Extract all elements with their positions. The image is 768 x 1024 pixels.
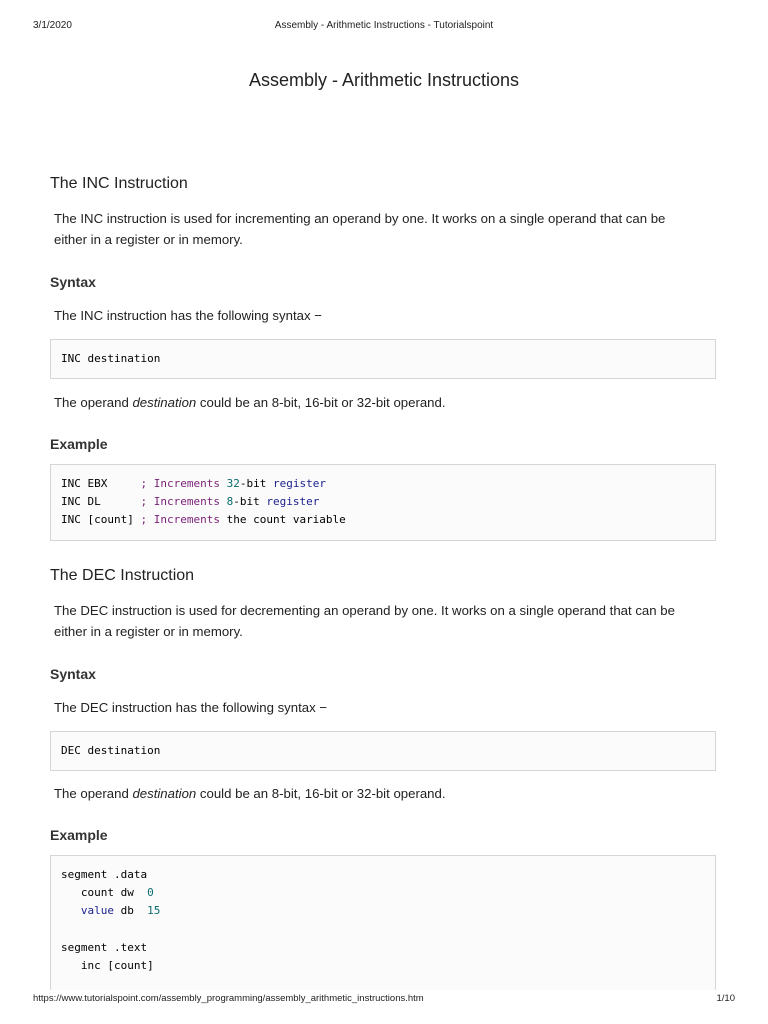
dec-syntax-heading: Syntax — [50, 666, 96, 682]
code-line — [61, 957, 705, 975]
code-instr: INC DL — [61, 495, 141, 509]
operand-emphasis: destination — [132, 786, 197, 801]
code-line — [61, 493, 705, 511]
operand-prefix: The operand — [54, 786, 133, 801]
code-text: INC destination — [61, 352, 161, 365]
page-title: Assembly - Arithmetic Instructions — [248, 70, 520, 90]
code-comment-tail: register — [266, 495, 320, 509]
code-line — [61, 884, 705, 902]
dec-example-code-block — [50, 855, 716, 990]
code-comment-word: Increments — [153, 477, 220, 490]
code-space — [220, 495, 227, 508]
dec-description-line-1: The DEC instruction is used for decrementing an operand by one. It works on a single operand that can be — [54, 603, 675, 618]
code-line — [61, 921, 705, 939]
inc-description-line-2: either in a register or in memory. — [54, 232, 243, 247]
inc-example-heading: Example — [50, 436, 108, 452]
code-comment-word: Increments — [153, 513, 220, 527]
code-comment-mark: ; — [140, 477, 154, 490]
print-date: 3/1/2020 — [33, 20, 72, 31]
dec-syntax-code-block — [50, 731, 716, 771]
code-indent — [61, 886, 81, 899]
code-comment-mid: the count variable — [226, 513, 346, 527]
code-keyword: value — [80, 904, 114, 918]
code-text: segment .text — [61, 940, 148, 954]
operand-suffix: could be an 8-bit, 16-bit or 32-bit operand. — [196, 786, 446, 801]
inc-operand-note — [54, 392, 718, 413]
code-comment-tail: register — [272, 477, 326, 490]
inc-syntax-intro: The INC instruction has the following syntax − — [54, 308, 322, 323]
operand-prefix: The operand — [54, 395, 133, 410]
print-footer — [0, 993, 768, 1023]
operand-suffix: could be an 8-bit, 16-bit or 32-bit operand. — [196, 395, 446, 410]
dec-operand-note — [54, 783, 718, 804]
code-comment-mid: -bit — [233, 495, 267, 509]
code-indent — [61, 904, 81, 917]
code-line — [61, 742, 705, 760]
inc-description-line-1: The INC instruction is used for incrementing an operand by one. It works on a single operand that can be — [54, 211, 666, 226]
dec-description-line-2: either in a register or in memory. — [54, 624, 243, 639]
code-line — [61, 475, 705, 493]
code-text: segment .data — [61, 868, 148, 881]
code-line — [61, 939, 705, 957]
code-comment-mid: -bit — [239, 477, 273, 490]
dec-heading: The DEC Instruction — [50, 567, 195, 584]
inc-heading: The INC Instruction — [50, 175, 188, 192]
page-url[interactable]: https://www.tutorialspoint.com/assembly_programming/assembly_arithmetic_instructions.htm — [33, 993, 424, 1004]
code-comment-mark: ; — [140, 513, 154, 527]
code-comment-mark: ; — [140, 495, 154, 509]
inc-syntax-code-block — [50, 339, 716, 379]
code-number: 0 — [147, 886, 154, 900]
inc-example-code-block — [50, 464, 716, 541]
code-instr: INC EBX — [61, 477, 141, 490]
print-header — [0, 0, 768, 40]
code-space — [220, 477, 227, 490]
code-text: inc [count] — [61, 958, 154, 972]
page-counter: 1/10 — [716, 993, 735, 1004]
operand-emphasis: destination — [132, 395, 197, 410]
code-number: 32 — [226, 477, 240, 490]
code-line — [61, 511, 705, 529]
code-line — [61, 866, 705, 884]
code-comment-word: Increments — [153, 495, 220, 509]
code-number: 8 — [226, 495, 234, 509]
code-text: DEC destination — [61, 744, 161, 757]
code-instr: INC [count] — [61, 513, 141, 527]
code-text: count dw — [80, 886, 148, 900]
code-line — [61, 902, 705, 920]
inc-syntax-heading: Syntax — [50, 274, 96, 290]
code-number: 15 — [147, 904, 161, 918]
dec-example-heading: Example — [50, 827, 108, 843]
print-tab-title: Assembly - Arithmetic Instructions - Tutorialspoint — [274, 20, 494, 31]
code-line — [61, 350, 705, 368]
code-space — [220, 513, 227, 526]
code-text: db — [114, 904, 148, 918]
dec-syntax-intro: The DEC instruction has the following syntax − — [54, 700, 328, 715]
